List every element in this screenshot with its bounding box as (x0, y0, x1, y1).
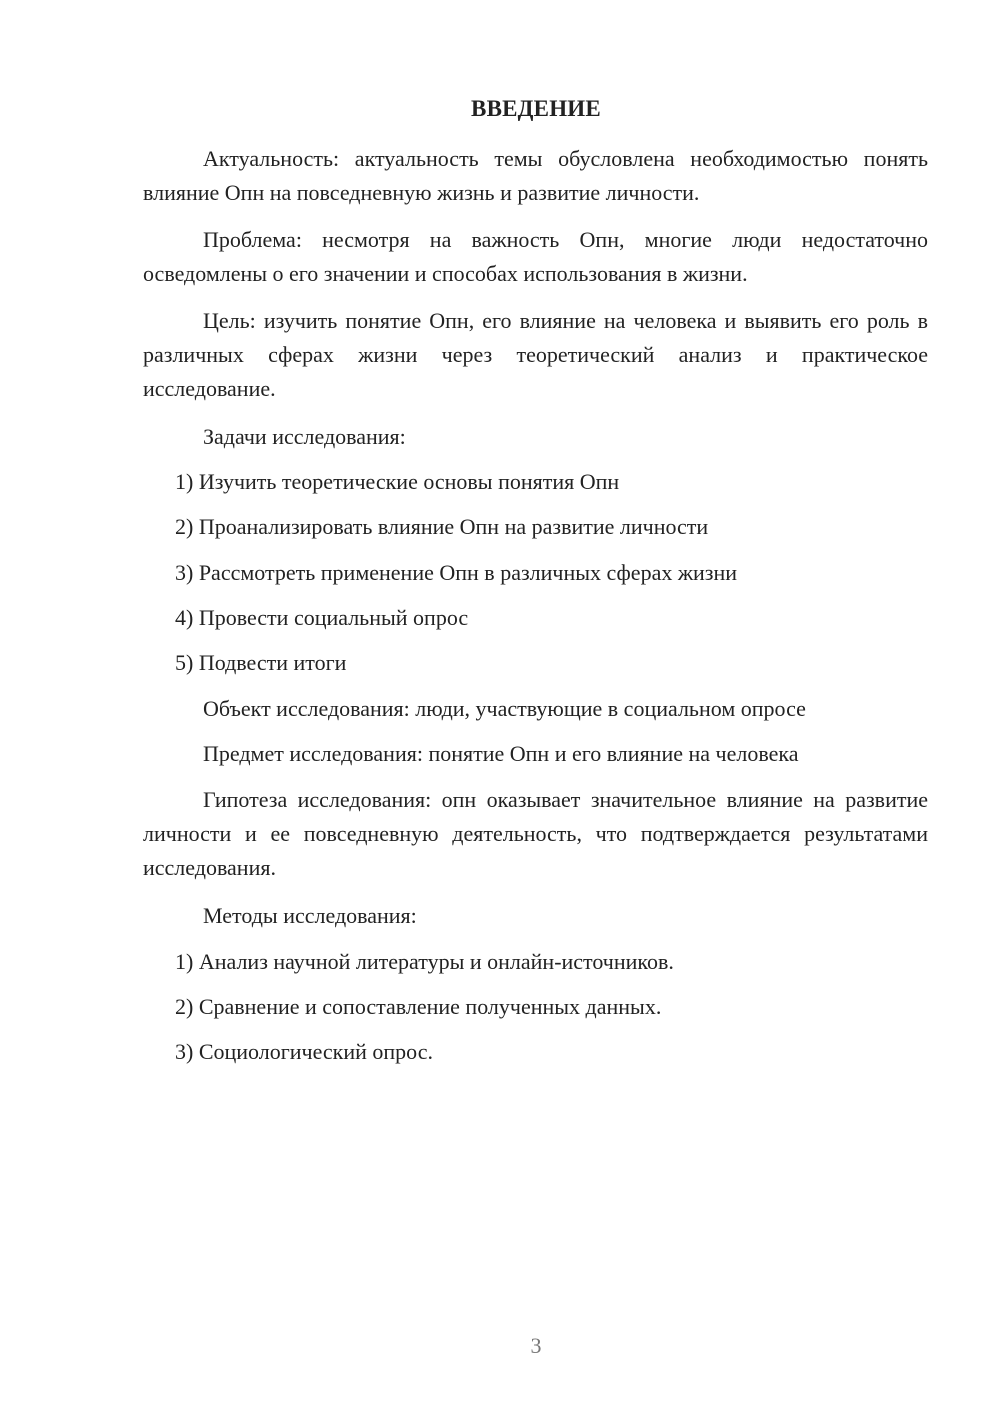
problem-paragraph: Проблема: несмотря на важность Опн, многие люди недостаточно осведомлены о его значении и способах использования в жизни. (143, 227, 928, 286)
goal-paragraph: Цель: изучить понятие Опн, его влияние на человека и выявить его роль в различных сферах жизни через теоретический анализ и практическое исследование. (143, 308, 928, 401)
methods-heading: Методы исследования: (203, 903, 417, 928)
page-number: 3 (530, 1333, 542, 1358)
hypothesis-paragraph: Гипотеза исследования: опн оказывает значительное влияние на развитие личности и ее повседневную деятельность, что подтверждается результатами исследования. (143, 787, 928, 880)
subject-paragraph: Предмет исследования: понятие Опн и его влияние на человека (203, 741, 799, 766)
task-item: 3) Рассмотреть применение Опн в различных сферах жизни (175, 560, 738, 585)
tasks-heading: Задачи исследования: (203, 424, 406, 449)
task-item: 1) Изучить теоретические основы понятия Опн (175, 469, 620, 494)
method-item: 1) Анализ научной литературы и онлайн-источников. (175, 949, 674, 974)
relevance-paragraph: Актуальность: актуальность темы обусловлена необходимостью понять влияние Опн на повседневную жизнь и развитие личности. (143, 146, 928, 205)
task-item: 5) Подвести итоги (175, 650, 347, 675)
page-title: ВВЕДЕНИЕ (471, 96, 601, 121)
method-item: 2) Сравнение и сопоставление полученных данных. (175, 994, 662, 1019)
method-item: 3) Социологический опрос. (175, 1039, 433, 1064)
task-item: 2) Проанализировать влияние Опн на развитие личности (175, 514, 709, 539)
task-item: 4) Провести социальный опрос (175, 605, 469, 630)
object-paragraph: Объект исследования: люди, участвующие в социальном опросе (203, 696, 806, 721)
